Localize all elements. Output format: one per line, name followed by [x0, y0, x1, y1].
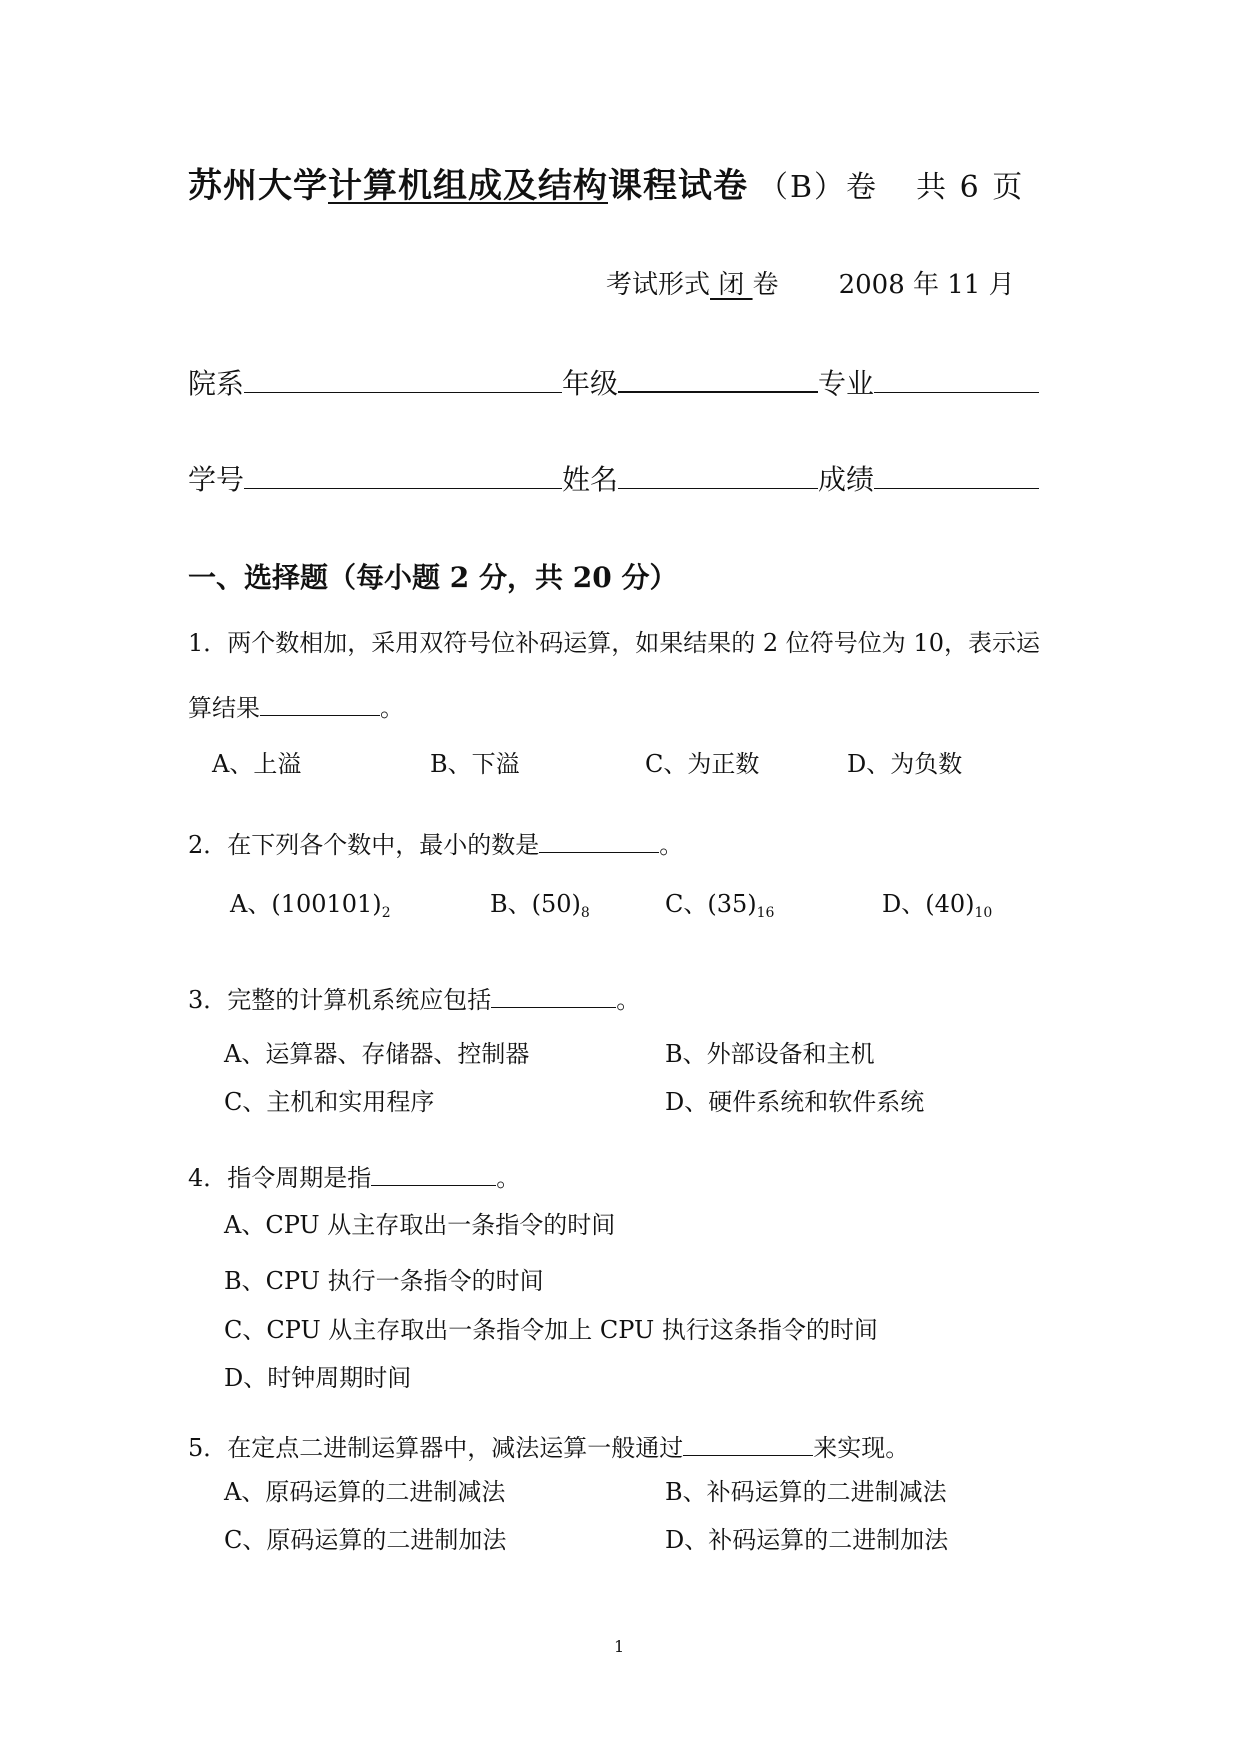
grade-label: 年级 [562, 367, 619, 400]
q4-option-d[interactable]: D、时钟周期时间 [224, 1364, 412, 1392]
score-label: 成绩 [818, 463, 875, 496]
question-3: 3．完整的计算机系统应包括 。 [188, 986, 641, 1014]
q1-option-a[interactable]: A、上溢 [212, 750, 302, 778]
major-label: 专业 [818, 367, 875, 400]
course-name: 计算机组成及结构 [328, 166, 608, 206]
info-row-1 [188, 362, 1039, 402]
exam-form-suffix: 卷 [752, 270, 779, 300]
q3-option-c[interactable]: C、主机和实用程序 [224, 1088, 435, 1116]
exam-date: 2008 年 11 月 [838, 270, 1015, 300]
q1-option-c[interactable]: C、为正数 [645, 750, 760, 778]
exam-form-label: 考试形式 [606, 270, 711, 300]
q3-option-b[interactable]: B、外部设备和主机 [665, 1040, 875, 1068]
paper-version: （B）卷 [758, 170, 879, 205]
exam-title [188, 158, 1024, 207]
q2-option-b[interactable]: B、$(50)_8$ [490, 890, 590, 921]
dept-label: 院系 [188, 367, 245, 400]
score-field[interactable] [874, 460, 1039, 489]
q4-option-c[interactable]: C、CPU 从主存取出一条指令加上 CPU 执行这条指令的时间 [224, 1316, 878, 1344]
q3-option-d[interactable]: D、硬件系统和软件系统 [665, 1088, 925, 1116]
dept-field[interactable] [244, 364, 562, 393]
q5-option-b[interactable]: B、补码运算的二进制减法 [665, 1478, 947, 1506]
exam-meta [606, 264, 1015, 301]
school-name: 苏州大学 [188, 166, 328, 206]
q1-option-d[interactable]: D、为负数 [847, 750, 963, 778]
question-5: 5．在定点二进制运算器中，减法运算一般通过 来实现。 [188, 1434, 910, 1462]
answer-blank[interactable] [539, 830, 659, 853]
answer-blank[interactable] [260, 693, 380, 716]
name-label: 姓名 [562, 463, 619, 496]
student-id-field[interactable] [244, 460, 562, 489]
info-row-2 [188, 458, 1039, 498]
title-suffix: 课程试卷 [608, 166, 748, 206]
question-1-line-1: 1．两个数相加，采用双符号位补码运算，如果结果的 2 位符号位为 10，表示运 [188, 629, 1040, 657]
question-2: 2．在下列各个数中，最小的数是 。 [188, 831, 684, 859]
answer-blank[interactable] [491, 985, 616, 1008]
q5-option-a[interactable]: A、原码运算的二进制减法 [224, 1478, 506, 1506]
q1-option-b[interactable]: B、下溢 [430, 750, 520, 778]
q2-option-d[interactable]: D、$(40)_{10}$ [882, 890, 993, 921]
q3-option-a[interactable]: A、运算器、存储器、控制器 [224, 1040, 530, 1068]
exam-form-value: 闭 [710, 270, 753, 300]
name-field[interactable] [618, 460, 818, 489]
grade-field[interactable] [618, 363, 818, 393]
page-number: 1 [614, 1637, 625, 1656]
page-count: 共 6 页 [916, 170, 1025, 205]
q2-option-a[interactable]: A、$(100101)_2$ [230, 890, 391, 921]
q5-option-c[interactable]: C、原码运算的二进制加法 [224, 1526, 507, 1554]
q4-option-b[interactable]: B、CPU 执行一条指令的时间 [224, 1267, 544, 1295]
section-title: 一、选择题（每小题 2 分，共 20 分） [188, 561, 678, 594]
answer-blank[interactable] [683, 1433, 813, 1456]
q2-option-c[interactable]: C、$(35)_{16}$ [665, 890, 775, 921]
answer-blank[interactable] [371, 1163, 496, 1186]
question-4: 4．指令周期是指 。 [188, 1164, 521, 1192]
q5-option-d[interactable]: D、补码运算的二进制加法 [665, 1526, 949, 1554]
major-field[interactable] [874, 364, 1039, 393]
student-id-label: 学号 [188, 463, 245, 496]
q4-option-a[interactable]: A、CPU 从主存取出一条指令的时间 [224, 1211, 616, 1239]
question-1-line-2: 算结果 。 [188, 694, 404, 722]
